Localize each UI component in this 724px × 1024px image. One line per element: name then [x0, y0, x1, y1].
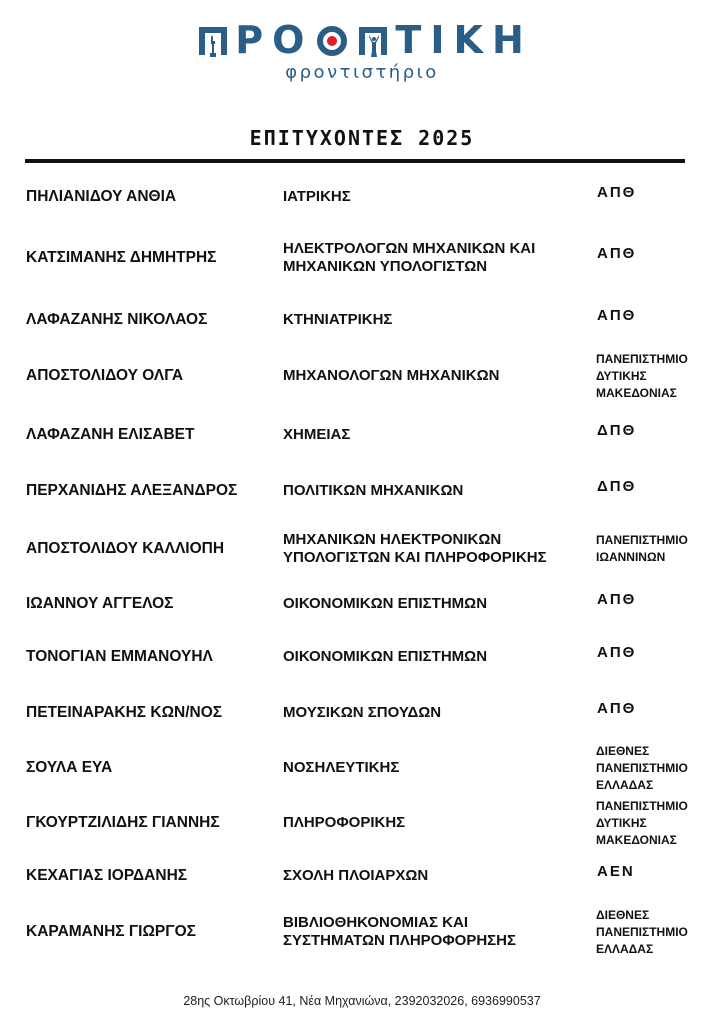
department-line: ΗΛΕΚΤΡΟΛΟΓΩΝ ΜΗΧΑΝΙΚΩΝ ΚΑΙ — [283, 240, 536, 257]
brand-letter: Ρ — [235, 18, 269, 62]
department — [283, 759, 399, 777]
target-o-icon — [317, 26, 347, 56]
university-line: ΠΑΝΕΠΙΣΤΗΜΙΟ — [596, 351, 688, 366]
university-line: ΔΙΕΘΝΕΣ — [596, 907, 650, 922]
university-line: ΑΠΘ — [597, 184, 637, 201]
student-name: ΚΑΤΣΙΜΑΝΗΣ ΔΗΜΗΤΡΗΣ — [26, 249, 217, 266]
student-name: ΚΑΡΑΜΑΝΗΣ ΓΙΩΡΓΟΣ — [26, 923, 196, 940]
university — [597, 478, 636, 495]
university-line: ΜΑΚΕΔΟΝΙΑΣ — [596, 832, 677, 847]
university-line: ΔΥΤΙΚΗΣ — [596, 815, 647, 830]
person-pi-icon — [359, 27, 387, 55]
student-name: ΑΠΟΣΤΟΛΙΔΟΥ ΚΑΛΛΙΟΠΗ — [26, 540, 225, 557]
university-line: ΑΕΝ — [597, 863, 635, 880]
brand-letter-o: Ο — [272, 18, 310, 62]
university — [597, 863, 635, 880]
brand-letter: Κ — [453, 18, 488, 62]
title-divider — [25, 159, 685, 163]
department-line: ΣΧΟΛΗ ΠΛΟΙΑΡΧΩΝ — [283, 867, 429, 884]
department-line: ΥΠΟΛΟΓΙΣΤΩΝ ΚΑΙ ΠΛΗΡΟΦΟΡΙΚΗΣ — [283, 549, 547, 566]
student-name: ΛΑΦΑΖΑΝΗΣ ΝΙΚΟΛΑΟΣ — [26, 311, 208, 328]
university-line: ΕΛΛΑΔΑΣ — [596, 777, 654, 792]
student-name: ΚΕΧΑΓΙΑΣ ΙΟΡΔΑΝΗΣ — [26, 867, 188, 884]
university — [597, 184, 636, 201]
university-line: ΑΠΘ — [597, 591, 637, 608]
university-line: ΠΑΝΕΠΙΣΤΗΜΙΟ — [596, 924, 688, 939]
department — [283, 648, 487, 666]
department — [283, 914, 516, 950]
department-line: ΜΟΥΣΙΚΩΝ ΣΠΟΥΔΩΝ — [283, 704, 442, 721]
university-line: ΠΑΝΕΠΙΣΤΗΜΙΟ — [596, 760, 688, 775]
student-name: ΑΠΟΣΤΟΛΙΔΟΥ ΟΛΓΑ — [26, 367, 184, 384]
department — [283, 311, 392, 329]
department-line: ΙΑΤΡΙΚΗΣ — [283, 188, 351, 205]
university-line: ΑΠΘ — [597, 700, 637, 717]
university — [596, 743, 688, 794]
department-line: ΟΙΚΟΝΟΜΙΚΩΝ ΕΠΙΣΤΗΜΩΝ — [283, 595, 488, 612]
university-line: ΔΥΤΙΚΗΣ — [596, 368, 647, 383]
department — [283, 367, 499, 385]
department — [283, 426, 350, 444]
department — [283, 240, 535, 276]
student-name: ΠΕΡΧΑΝΙΔΗΣ ΑΛΕΞΑΝΔΡΟΣ — [26, 482, 238, 499]
university-line: ΑΠΘ — [597, 307, 637, 324]
department — [283, 188, 351, 206]
brand-wordmark — [195, 20, 529, 60]
department-line: ΧΗΜΕΙΑΣ — [283, 426, 351, 443]
university — [596, 907, 688, 958]
university-line: ΠΑΝΕΠΙΣΤΗΜΙΟ — [596, 533, 688, 547]
university-line: ΑΠΘ — [597, 245, 637, 262]
university-line: ΠΑΝΕΠΙΣΤΗΜΙΟ — [596, 798, 688, 813]
university — [597, 644, 636, 661]
university-line: ΕΛΛΑΔΑΣ — [596, 941, 654, 956]
footer-contact: 28ης Οκτωβρίου 41, Νέα Μηχανιώνα, 2392032026, 6936990537 — [183, 994, 541, 1008]
department-line: ΣΥΣΤΗΜΑΤΩΝ ΠΛΗΡΟΦΟΡΗΣΗΣ — [283, 932, 516, 949]
page-title: ΕΠΙΤΥΧΟΝΤΕΣ 2025 — [249, 126, 475, 150]
student-name: ΣΟΥΛΑ ΕΥΑ — [26, 759, 113, 776]
department-line: ΜΗΧΑΝΙΚΩΝ ΥΠΟΛΟΓΙΣΤΩΝ — [283, 258, 488, 275]
department-line: ΝΟΣΗΛΕΥΤΙΚΗΣ — [283, 759, 400, 776]
brand-letter: Ι — [430, 18, 450, 62]
university-line: ΑΠΘ — [597, 644, 637, 661]
brand-letter: Η — [491, 18, 529, 62]
department — [283, 595, 487, 613]
university-line: ΔΠΘ — [597, 478, 637, 495]
student-name: ΤΟΝΟΓΙΑΝ ΕΜΜΑΝΟΥΗΛ — [26, 648, 213, 665]
student-name: ΛΑΦΑΖΑΝΗ ΕΛΙΣΑΒΕΤ — [26, 426, 195, 443]
university-line: ΔΙΕΘΝΕΣ — [596, 743, 650, 758]
student-name: ΠΕΤΕΙΝΑΡΑΚΗΣ ΚΩΝ/ΝΟΣ — [26, 704, 223, 721]
university — [597, 307, 636, 324]
department-line: ΠΛΗΡΟΦΟΡΙΚΗΣ — [283, 814, 406, 831]
university-line: ΙΩΑΝΝΙΝΩΝ — [596, 550, 666, 564]
university — [596, 798, 688, 849]
statue-pi-icon — [199, 27, 227, 55]
department — [283, 867, 428, 885]
department — [283, 531, 547, 567]
department — [283, 704, 441, 722]
university — [596, 351, 688, 402]
department-line: ΜΗΧΑΝΟΛΟΓΩΝ ΜΗΧΑΝΙΚΩΝ — [283, 367, 500, 384]
university-line: ΜΑΚΕΔΟΝΙΑΣ — [596, 385, 677, 400]
university — [597, 700, 636, 717]
university — [597, 245, 636, 262]
brand-subtitle: φροντιστήριο — [285, 62, 439, 83]
department-line: ΚΤΗΝΙΑΤΡΙΚΗΣ — [283, 311, 393, 328]
student-name: ΙΩΑΝΝΟΥ ΑΓΓΕΛΟΣ — [26, 595, 174, 612]
brand-logo — [0, 20, 724, 83]
brand-letter: Τ — [395, 18, 427, 62]
department-line: ΠΟΛΙΤΙΚΩΝ ΜΗΧΑΝΙΚΩΝ — [283, 482, 464, 499]
university-line: ΔΠΘ — [597, 422, 637, 439]
student-name: ΓΚΟΥΡΤΖΙΛΙΔΗΣ ΓΙΑΝΝΗΣ — [26, 814, 220, 831]
department-line: ΜΗΧΑΝΙΚΩΝ ΗΛΕΚΤΡΟΝΙΚΩΝ — [283, 531, 502, 548]
student-name: ΠΗΛΙΑΝΙΔΟΥ ΑΝΘΙΑ — [26, 188, 177, 205]
department — [283, 814, 405, 832]
university — [597, 591, 636, 608]
department — [283, 482, 463, 500]
department-line: ΟΙΚΟΝΟΜΙΚΩΝ ΕΠΙΣΤΗΜΩΝ — [283, 648, 488, 665]
university — [597, 422, 636, 439]
department-line: ΒΙΒΛΙΟΘΗΚΟΝΟΜΙΑΣ ΚΑΙ — [283, 914, 468, 931]
university — [596, 532, 688, 566]
